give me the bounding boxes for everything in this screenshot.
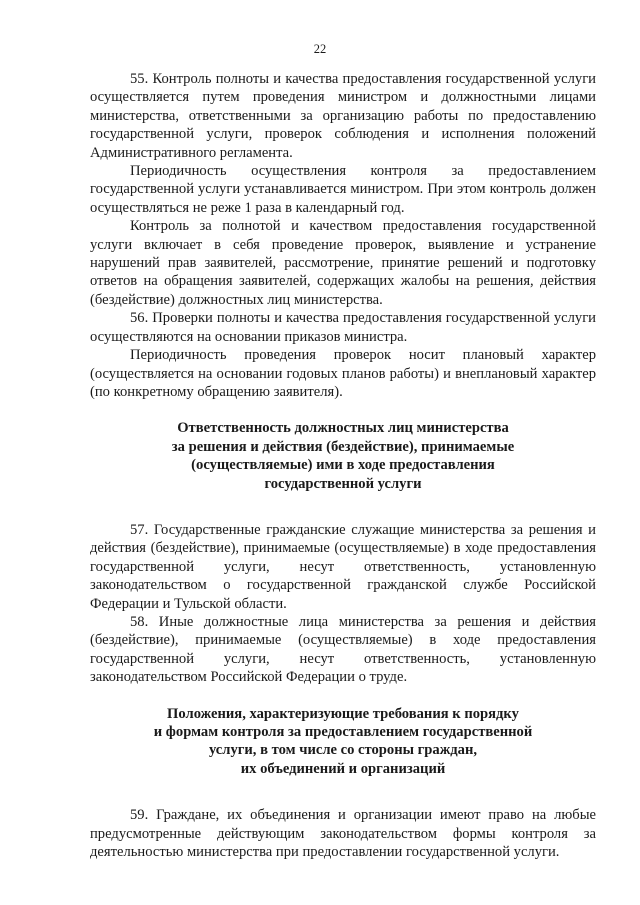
document-body xyxy=(90,70,596,861)
heading-line: и формам контроля за предоставлением государственной xyxy=(153,724,533,740)
heading-line: государственной услуги xyxy=(264,475,422,492)
paragraph-56: 56. Проверки полноты и качества предоставления государственной услуги осуществляются на основании приказов министра. xyxy=(90,310,596,345)
paragraph-56-periodicity: Периодичность проведения проверок носит плановый характер (осуществляется на основании годовых планов работы) и внеплановый характер (по конкретному обращению заявителя). xyxy=(90,347,596,400)
paragraph-58: 58. Иные должностные лица министерства за решения и действия (бездействие), принимаемые (осуществляемые) в ходе предоставления государственной услуги, несут ответственность, установленную законодательством Российской Федерации о труде. xyxy=(90,613,596,686)
paragraph-57: 57. Государственные гражданские служащие министерства за решения и действия (бездействие), принимаемые (осуществляемые) в ходе предоставления государственной услуги, несут ответственность, установленную законодательством о государственной гражданской службе Российской Федерации и Тульской области. xyxy=(90,521,596,612)
paragraph-59: 59. Граждане, их объединения и организации имеют право на любые предусмотренные действующим законодательством формы контроля за деятельностью министерства при предоставлении государственной услуги. xyxy=(90,807,596,861)
paragraph-55: 55. Контроль полноты и качества предоставления государственной услуги осуществляется путем проведения министром и должностными лицами министерства, ответственными за организацию работы по предоставлению государственной услуги, проверок соблюдения и исполнения положений Административного регламента. xyxy=(90,71,596,161)
page-number: 22 xyxy=(313,42,327,56)
heading-line: их объединений и организаций xyxy=(240,760,446,777)
section-heading-control-requirements xyxy=(90,705,596,779)
paragraph-55-periodicity: Периодичность осуществления контроля за предоставлением государственной услуги устанавливается министром. При этом контроль должен осуществляться не реже 1 раза в календарный год. xyxy=(90,163,596,216)
heading-line: (осуществляемые) ими в ходе предоставления xyxy=(191,457,495,474)
heading-line: за решения и действия (бездействие), принимаемые xyxy=(171,438,515,455)
heading-line: Ответственность должностных лиц министерства xyxy=(177,420,509,437)
paragraph-55-control-scope: Контроль за полнотой и качеством предоставления государственной услуги включает в себя проведение проверок, выявление и устранение нарушений прав заявителей, рассмотрение, принятие решений и подготовку ответов на обращения заявителей, содержащих жалобы на решения, действия (бездействие) должностных лиц министерства. xyxy=(90,218,596,308)
heading-line: Положения, характеризующие требования к порядку xyxy=(167,705,519,722)
heading-line: услуги, в том числе со стороны граждан, xyxy=(208,742,478,759)
section-heading-responsibility xyxy=(90,419,596,493)
